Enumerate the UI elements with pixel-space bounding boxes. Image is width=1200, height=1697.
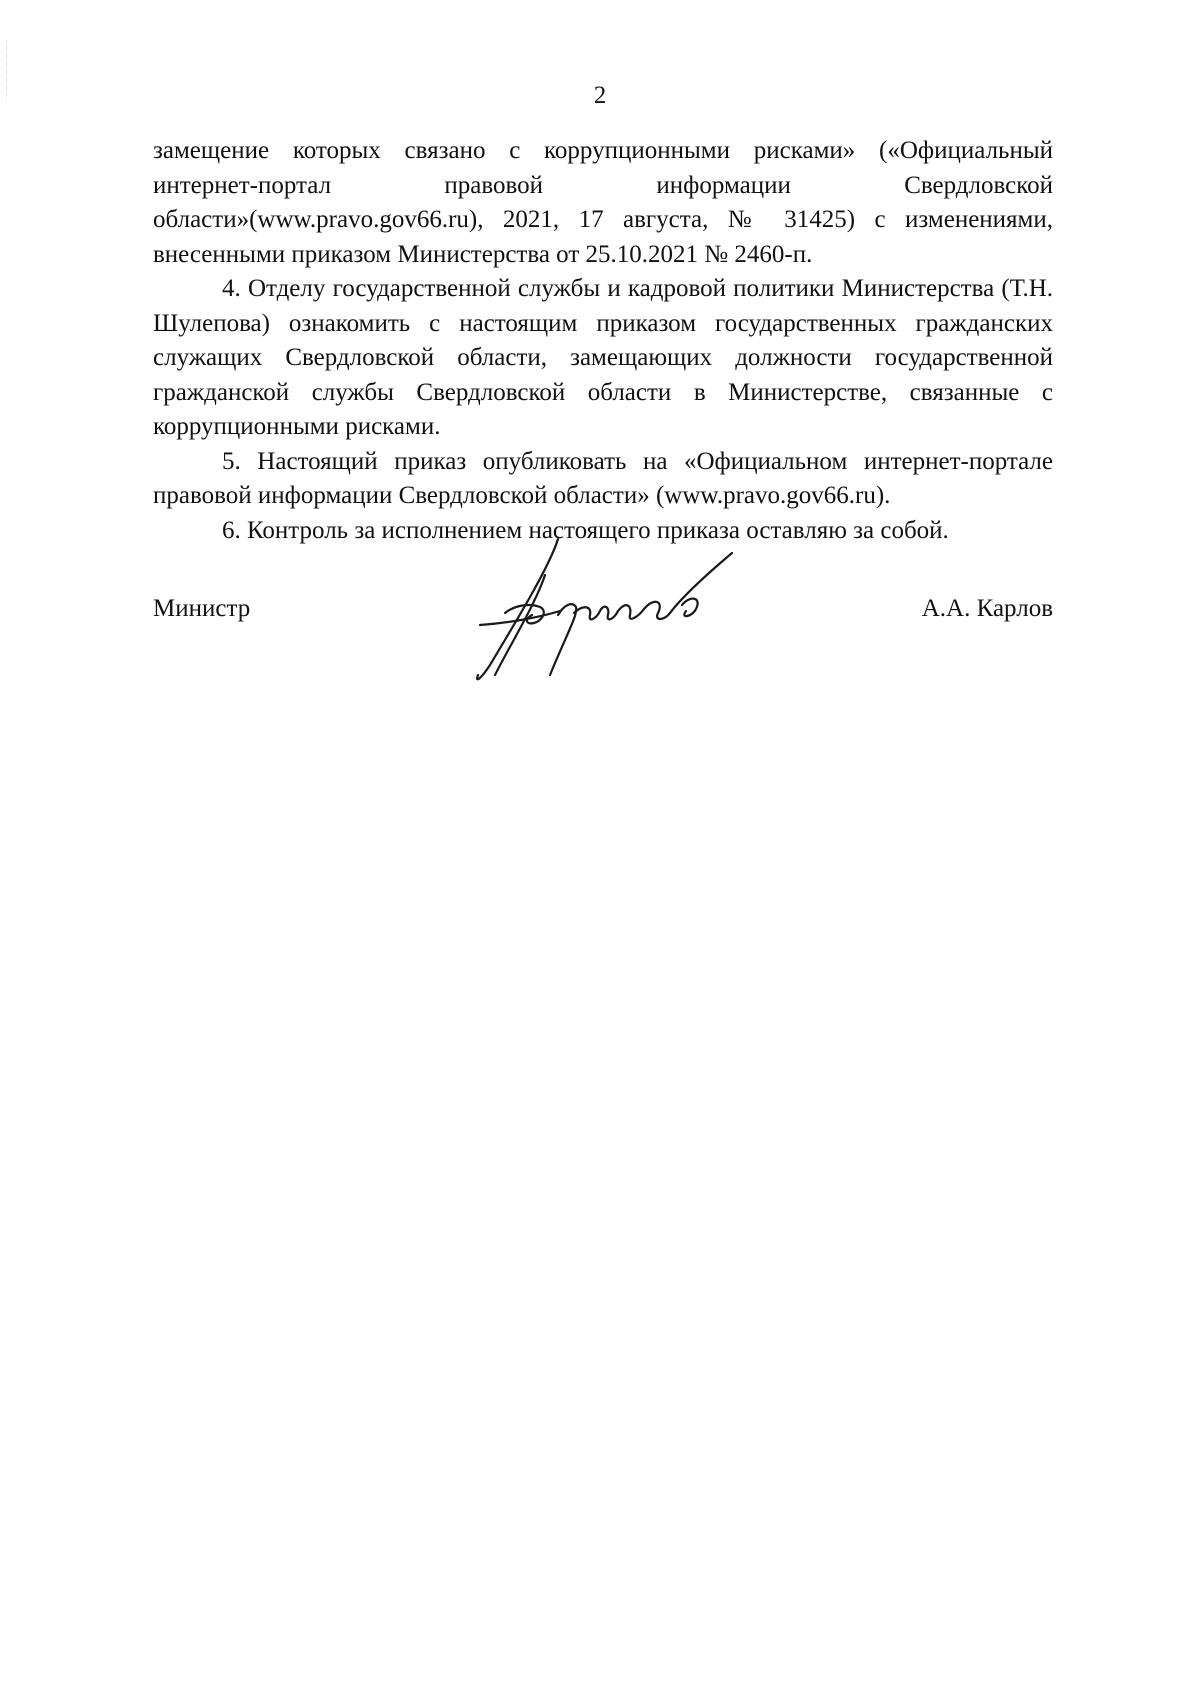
- paragraph-3-line-2: интернет-портал правовой информации Свердловской: [153, 171, 1053, 199]
- paragraph-3-line-4: внесенными приказом Министерства от 25.10.2021 № 2460-п.: [153, 240, 813, 268]
- signer-title: Министр: [153, 595, 251, 622]
- paragraph-6: 6. Контроль за исполнением настоящего приказа оставляю за собой.: [222, 516, 949, 544]
- paragraph-5: 5. Настоящий приказ опубликовать на «Официальном интернет-портале правовой информации Свердловской области» (www.pravo.gov66.ru).: [153, 447, 1053, 509]
- handwritten-signature: [450, 535, 770, 685]
- paragraph-3-line-1: замещение которых связано с коррупционными рисками» («Официальный: [153, 137, 1053, 164]
- signer-name: А.А. Карлов: [921, 595, 1053, 622]
- page-number: 2: [593, 82, 607, 109]
- paragraph-3-line-3: области»(www.pravo.gov66.ru), 2021, 17 августа, № 31425) с изменениями,: [153, 206, 1053, 233]
- paragraph-4: 4. Отделу государственной службы и кадровой политики Министерства (Т.Н. Шулепова) ознакомить с настоящим приказом государственных гражданских служащих Свердловской области, замещающих должности государственной гражданской службы Свердловской области в Министерстве, связанные с коррупционными рисками.: [153, 275, 1053, 440]
- document-body: [153, 134, 1053, 548]
